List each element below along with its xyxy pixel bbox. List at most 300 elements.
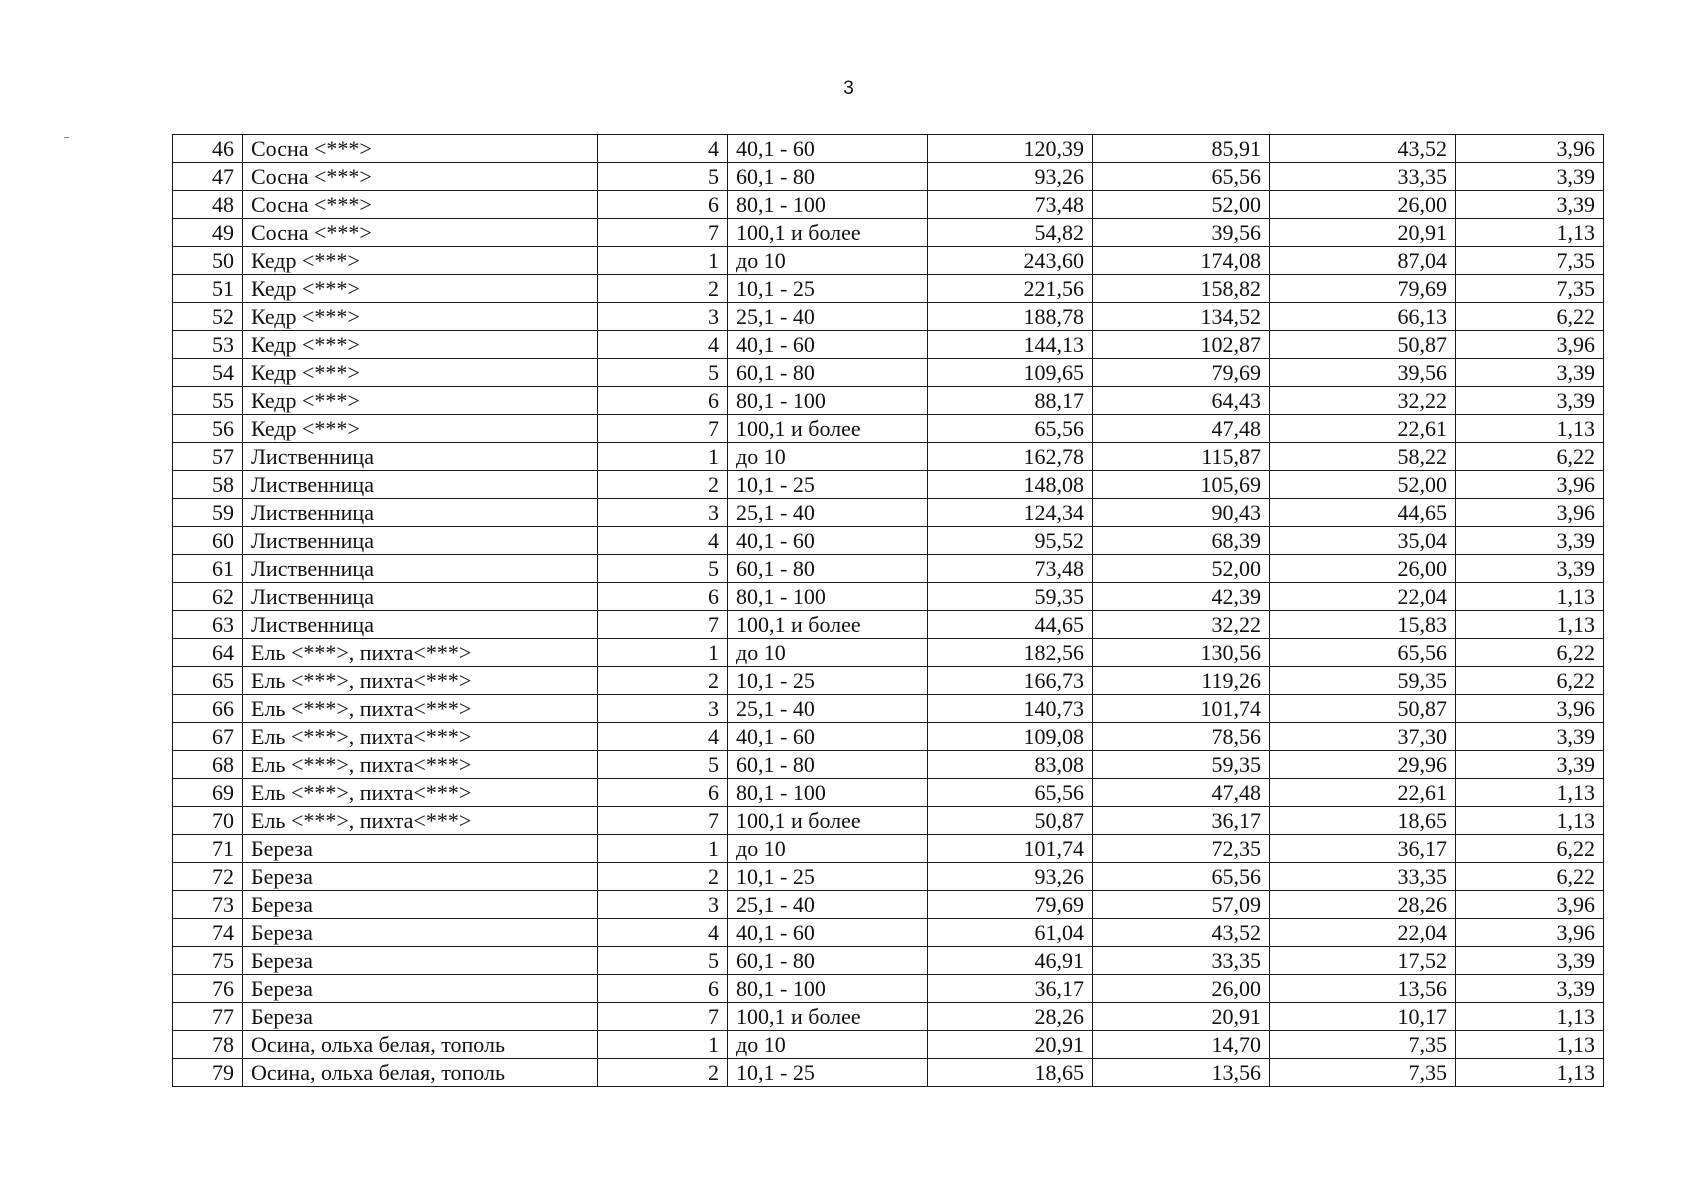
value-2-cell: 115,87 [1093, 443, 1270, 471]
value-4-cell: 1,13 [1456, 807, 1604, 835]
table-row [173, 135, 1604, 163]
value-3-cell: 58,22 [1270, 443, 1456, 471]
value-2-cell: 78,56 [1093, 723, 1270, 751]
species-cell: Ель <***>, пихта<***> [243, 667, 598, 695]
row-number-cell: 72 [173, 863, 243, 891]
table-row [173, 415, 1604, 443]
table-row [173, 163, 1604, 191]
species-cell: Лиственница [243, 499, 598, 527]
value-3-cell: 17,52 [1270, 947, 1456, 975]
value-2-cell: 57,09 [1093, 891, 1270, 919]
value-4-cell: 1,13 [1456, 415, 1604, 443]
table-row [173, 303, 1604, 331]
value-3-cell: 33,35 [1270, 163, 1456, 191]
row-number-cell: 67 [173, 723, 243, 751]
value-3-cell: 50,87 [1270, 695, 1456, 723]
diameter-cell: 10,1 - 25 [728, 471, 928, 499]
value-1-cell: 93,26 [928, 863, 1093, 891]
value-3-cell: 44,65 [1270, 499, 1456, 527]
value-3-cell: 32,22 [1270, 387, 1456, 415]
value-3-cell: 13,56 [1270, 975, 1456, 1003]
species-cell: Сосна <***> [243, 191, 598, 219]
value-4-cell: 1,13 [1456, 611, 1604, 639]
table-row [173, 1059, 1604, 1087]
value-4-cell: 3,39 [1456, 947, 1604, 975]
table-body [173, 135, 1604, 1087]
table-row [173, 555, 1604, 583]
diameter-cell: до 10 [728, 247, 928, 275]
row-number-cell: 73 [173, 891, 243, 919]
species-cell: Кедр <***> [243, 247, 598, 275]
value-1-cell: 188,78 [928, 303, 1093, 331]
value-1-cell: 140,73 [928, 695, 1093, 723]
diameter-cell: 40,1 - 60 [728, 723, 928, 751]
table-row [173, 891, 1604, 919]
value-4-cell: 3,39 [1456, 555, 1604, 583]
class-cell: 7 [598, 219, 728, 247]
value-2-cell: 32,22 [1093, 611, 1270, 639]
row-number-cell: 74 [173, 919, 243, 947]
value-1-cell: 73,48 [928, 191, 1093, 219]
row-number-cell: 49 [173, 219, 243, 247]
class-cell: 1 [598, 1031, 728, 1059]
species-cell: Лиственница [243, 583, 598, 611]
value-4-cell: 3,39 [1456, 723, 1604, 751]
table-row [173, 1031, 1604, 1059]
value-3-cell: 35,04 [1270, 527, 1456, 555]
value-3-cell: 7,35 [1270, 1031, 1456, 1059]
class-cell: 2 [598, 471, 728, 499]
diameter-cell: 60,1 - 80 [728, 163, 928, 191]
diameter-cell: 80,1 - 100 [728, 583, 928, 611]
value-4-cell: 6,22 [1456, 443, 1604, 471]
value-4-cell: 3,39 [1456, 751, 1604, 779]
value-4-cell: 3,96 [1456, 135, 1604, 163]
value-1-cell: 221,56 [928, 275, 1093, 303]
row-number-cell: 78 [173, 1031, 243, 1059]
class-cell: 3 [598, 891, 728, 919]
value-2-cell: 101,74 [1093, 695, 1270, 723]
value-2-cell: 79,69 [1093, 359, 1270, 387]
diameter-cell: 25,1 - 40 [728, 303, 928, 331]
diameter-cell: 25,1 - 40 [728, 891, 928, 919]
class-cell: 5 [598, 947, 728, 975]
class-cell: 2 [598, 1059, 728, 1087]
class-cell: 3 [598, 499, 728, 527]
class-cell: 4 [598, 919, 728, 947]
value-3-cell: 87,04 [1270, 247, 1456, 275]
value-4-cell: 3,39 [1456, 975, 1604, 1003]
value-1-cell: 36,17 [928, 975, 1093, 1003]
class-cell: 7 [598, 1003, 728, 1031]
species-cell: Лиственница [243, 527, 598, 555]
value-4-cell: 6,22 [1456, 863, 1604, 891]
value-2-cell: 33,35 [1093, 947, 1270, 975]
species-cell: Береза [243, 919, 598, 947]
table-row [173, 835, 1604, 863]
value-4-cell: 1,13 [1456, 1003, 1604, 1031]
species-cell: Ель <***>, пихта<***> [243, 779, 598, 807]
row-number-cell: 70 [173, 807, 243, 835]
species-cell: Сосна <***> [243, 135, 598, 163]
species-cell: Кедр <***> [243, 359, 598, 387]
value-1-cell: 83,08 [928, 751, 1093, 779]
value-3-cell: 22,04 [1270, 919, 1456, 947]
value-2-cell: 14,70 [1093, 1031, 1270, 1059]
diameter-cell: 25,1 - 40 [728, 695, 928, 723]
scan-mark [64, 137, 69, 138]
value-2-cell: 174,08 [1093, 247, 1270, 275]
diameter-cell: 10,1 - 25 [728, 667, 928, 695]
value-4-cell: 1,13 [1456, 219, 1604, 247]
row-number-cell: 48 [173, 191, 243, 219]
value-2-cell: 13,56 [1093, 1059, 1270, 1087]
diameter-cell: 80,1 - 100 [728, 191, 928, 219]
table-row [173, 751, 1604, 779]
class-cell: 5 [598, 359, 728, 387]
class-cell: 6 [598, 975, 728, 1003]
value-1-cell: 79,69 [928, 891, 1093, 919]
species-cell: Кедр <***> [243, 303, 598, 331]
species-cell: Сосна <***> [243, 163, 598, 191]
value-1-cell: 243,60 [928, 247, 1093, 275]
value-3-cell: 50,87 [1270, 331, 1456, 359]
diameter-cell: 10,1 - 25 [728, 1059, 928, 1087]
row-number-cell: 55 [173, 387, 243, 415]
table-row [173, 583, 1604, 611]
value-3-cell: 18,65 [1270, 807, 1456, 835]
diameter-cell: 100,1 и более [728, 611, 928, 639]
species-cell: Лиственница [243, 611, 598, 639]
diameter-cell: 60,1 - 80 [728, 751, 928, 779]
diameter-cell: до 10 [728, 639, 928, 667]
value-2-cell: 52,00 [1093, 191, 1270, 219]
species-cell: Береза [243, 975, 598, 1003]
row-number-cell: 56 [173, 415, 243, 443]
diameter-cell: 100,1 и более [728, 1003, 928, 1031]
value-3-cell: 39,56 [1270, 359, 1456, 387]
row-number-cell: 69 [173, 779, 243, 807]
species-cell: Ель <***>, пихта<***> [243, 723, 598, 751]
species-cell: Ель <***>, пихта<***> [243, 807, 598, 835]
value-1-cell: 44,65 [928, 611, 1093, 639]
species-cell: Кедр <***> [243, 275, 598, 303]
row-number-cell: 71 [173, 835, 243, 863]
class-cell: 6 [598, 191, 728, 219]
value-3-cell: 65,56 [1270, 639, 1456, 667]
table-row [173, 331, 1604, 359]
class-cell: 5 [598, 555, 728, 583]
value-1-cell: 101,74 [928, 835, 1093, 863]
species-cell: Береза [243, 835, 598, 863]
value-2-cell: 119,26 [1093, 667, 1270, 695]
diameter-cell: 80,1 - 100 [728, 387, 928, 415]
diameter-cell: 60,1 - 80 [728, 555, 928, 583]
class-cell: 2 [598, 275, 728, 303]
value-4-cell: 3,39 [1456, 191, 1604, 219]
value-1-cell: 59,35 [928, 583, 1093, 611]
diameter-cell: 100,1 и более [728, 219, 928, 247]
table-row [173, 863, 1604, 891]
value-2-cell: 59,35 [1093, 751, 1270, 779]
value-3-cell: 26,00 [1270, 191, 1456, 219]
row-number-cell: 50 [173, 247, 243, 275]
value-1-cell: 18,65 [928, 1059, 1093, 1087]
value-2-cell: 43,52 [1093, 919, 1270, 947]
value-1-cell: 50,87 [928, 807, 1093, 835]
species-cell: Ель <***>, пихта<***> [243, 751, 598, 779]
value-4-cell: 3,96 [1456, 331, 1604, 359]
value-2-cell: 65,56 [1093, 163, 1270, 191]
value-4-cell: 1,13 [1456, 583, 1604, 611]
value-2-cell: 52,00 [1093, 555, 1270, 583]
row-number-cell: 53 [173, 331, 243, 359]
value-3-cell: 36,17 [1270, 835, 1456, 863]
diameter-cell: 40,1 - 60 [728, 135, 928, 163]
value-2-cell: 102,87 [1093, 331, 1270, 359]
table-row [173, 359, 1604, 387]
table-row [173, 247, 1604, 275]
species-cell: Сосна <***> [243, 219, 598, 247]
value-3-cell: 22,04 [1270, 583, 1456, 611]
diameter-cell: 60,1 - 80 [728, 359, 928, 387]
class-cell: 1 [598, 247, 728, 275]
value-4-cell: 3,39 [1456, 359, 1604, 387]
class-cell: 4 [598, 527, 728, 555]
row-number-cell: 47 [173, 163, 243, 191]
value-1-cell: 28,26 [928, 1003, 1093, 1031]
diameter-cell: 25,1 - 40 [728, 499, 928, 527]
value-2-cell: 20,91 [1093, 1003, 1270, 1031]
value-4-cell: 6,22 [1456, 835, 1604, 863]
value-3-cell: 37,30 [1270, 723, 1456, 751]
rates-table [172, 134, 1604, 1087]
value-1-cell: 166,73 [928, 667, 1093, 695]
table-row [173, 667, 1604, 695]
class-cell: 1 [598, 835, 728, 863]
value-1-cell: 54,82 [928, 219, 1093, 247]
table-row [173, 807, 1604, 835]
class-cell: 3 [598, 303, 728, 331]
value-2-cell: 64,43 [1093, 387, 1270, 415]
row-number-cell: 52 [173, 303, 243, 331]
class-cell: 7 [598, 415, 728, 443]
class-cell: 4 [598, 135, 728, 163]
diameter-cell: до 10 [728, 835, 928, 863]
value-1-cell: 182,56 [928, 639, 1093, 667]
diameter-cell: до 10 [728, 1031, 928, 1059]
table-row [173, 191, 1604, 219]
table-row [173, 275, 1604, 303]
table-row [173, 219, 1604, 247]
value-1-cell: 46,91 [928, 947, 1093, 975]
row-number-cell: 76 [173, 975, 243, 1003]
value-3-cell: 10,17 [1270, 1003, 1456, 1031]
table-row [173, 947, 1604, 975]
class-cell: 6 [598, 583, 728, 611]
row-number-cell: 66 [173, 695, 243, 723]
class-cell: 1 [598, 443, 728, 471]
value-4-cell: 3,39 [1456, 527, 1604, 555]
value-1-cell: 65,56 [928, 415, 1093, 443]
value-3-cell: 52,00 [1270, 471, 1456, 499]
diameter-cell: 100,1 и более [728, 807, 928, 835]
value-2-cell: 42,39 [1093, 583, 1270, 611]
row-number-cell: 61 [173, 555, 243, 583]
species-cell: Береза [243, 863, 598, 891]
species-cell: Кедр <***> [243, 331, 598, 359]
table-row [173, 1003, 1604, 1031]
species-cell: Ель <***>, пихта<***> [243, 639, 598, 667]
value-2-cell: 134,52 [1093, 303, 1270, 331]
value-3-cell: 59,35 [1270, 667, 1456, 695]
species-cell: Лиственница [243, 555, 598, 583]
species-cell: Осина, ольха белая, тополь [243, 1059, 598, 1087]
value-4-cell: 3,96 [1456, 695, 1604, 723]
class-cell: 3 [598, 695, 728, 723]
species-cell: Лиственница [243, 471, 598, 499]
class-cell: 5 [598, 163, 728, 191]
value-1-cell: 61,04 [928, 919, 1093, 947]
diameter-cell: 80,1 - 100 [728, 975, 928, 1003]
row-number-cell: 75 [173, 947, 243, 975]
row-number-cell: 51 [173, 275, 243, 303]
value-4-cell: 6,22 [1456, 667, 1604, 695]
species-cell: Осина, ольха белая, тополь [243, 1031, 598, 1059]
value-2-cell: 47,48 [1093, 779, 1270, 807]
value-2-cell: 26,00 [1093, 975, 1270, 1003]
class-cell: 6 [598, 387, 728, 415]
value-4-cell: 1,13 [1456, 1031, 1604, 1059]
class-cell: 4 [598, 723, 728, 751]
value-1-cell: 73,48 [928, 555, 1093, 583]
species-cell: Кедр <***> [243, 415, 598, 443]
table-row [173, 779, 1604, 807]
table-row [173, 471, 1604, 499]
value-1-cell: 124,34 [928, 499, 1093, 527]
value-4-cell: 7,35 [1456, 275, 1604, 303]
class-cell: 1 [598, 639, 728, 667]
value-1-cell: 109,08 [928, 723, 1093, 751]
row-number-cell: 64 [173, 639, 243, 667]
diameter-cell: 10,1 - 25 [728, 863, 928, 891]
value-4-cell: 3,96 [1456, 499, 1604, 527]
table-row [173, 387, 1604, 415]
species-cell: Кедр <***> [243, 387, 598, 415]
value-1-cell: 95,52 [928, 527, 1093, 555]
value-4-cell: 3,96 [1456, 891, 1604, 919]
class-cell: 4 [598, 331, 728, 359]
value-1-cell: 65,56 [928, 779, 1093, 807]
row-number-cell: 46 [173, 135, 243, 163]
value-2-cell: 36,17 [1093, 807, 1270, 835]
page-number: 3 [843, 78, 854, 99]
value-3-cell: 79,69 [1270, 275, 1456, 303]
value-2-cell: 130,56 [1093, 639, 1270, 667]
class-cell: 5 [598, 751, 728, 779]
value-3-cell: 29,96 [1270, 751, 1456, 779]
table-row [173, 695, 1604, 723]
species-cell: Ель <***>, пихта<***> [243, 695, 598, 723]
diameter-cell: 40,1 - 60 [728, 331, 928, 359]
row-number-cell: 65 [173, 667, 243, 695]
value-3-cell: 15,83 [1270, 611, 1456, 639]
value-3-cell: 43,52 [1270, 135, 1456, 163]
value-4-cell: 3,39 [1456, 387, 1604, 415]
diameter-cell: 100,1 и более [728, 415, 928, 443]
diameter-cell: 40,1 - 60 [728, 919, 928, 947]
species-cell: Лиственница [243, 443, 598, 471]
value-4-cell: 1,13 [1456, 1059, 1604, 1087]
row-number-cell: 79 [173, 1059, 243, 1087]
value-1-cell: 93,26 [928, 163, 1093, 191]
value-1-cell: 109,65 [928, 359, 1093, 387]
species-cell: Береза [243, 1003, 598, 1031]
value-2-cell: 105,69 [1093, 471, 1270, 499]
diameter-cell: 40,1 - 60 [728, 527, 928, 555]
table-row [173, 527, 1604, 555]
diameter-cell: до 10 [728, 443, 928, 471]
value-2-cell: 47,48 [1093, 415, 1270, 443]
row-number-cell: 58 [173, 471, 243, 499]
value-2-cell: 72,35 [1093, 835, 1270, 863]
value-4-cell: 6,22 [1456, 303, 1604, 331]
value-3-cell: 26,00 [1270, 555, 1456, 583]
species-cell: Береза [243, 947, 598, 975]
table-row [173, 611, 1604, 639]
row-number-cell: 57 [173, 443, 243, 471]
value-4-cell: 3,39 [1456, 163, 1604, 191]
row-number-cell: 68 [173, 751, 243, 779]
value-1-cell: 148,08 [928, 471, 1093, 499]
row-number-cell: 62 [173, 583, 243, 611]
value-3-cell: 28,26 [1270, 891, 1456, 919]
value-2-cell: 65,56 [1093, 863, 1270, 891]
value-1-cell: 162,78 [928, 443, 1093, 471]
row-number-cell: 60 [173, 527, 243, 555]
table-row [173, 975, 1604, 1003]
table-row [173, 443, 1604, 471]
value-4-cell: 7,35 [1456, 247, 1604, 275]
diameter-cell: 60,1 - 80 [728, 947, 928, 975]
class-cell: 6 [598, 779, 728, 807]
species-cell: Береза [243, 891, 598, 919]
value-4-cell: 3,96 [1456, 919, 1604, 947]
value-2-cell: 85,91 [1093, 135, 1270, 163]
table-row [173, 919, 1604, 947]
row-number-cell: 54 [173, 359, 243, 387]
table-row [173, 499, 1604, 527]
row-number-cell: 63 [173, 611, 243, 639]
row-number-cell: 77 [173, 1003, 243, 1031]
value-3-cell: 22,61 [1270, 779, 1456, 807]
value-4-cell: 3,96 [1456, 471, 1604, 499]
value-2-cell: 39,56 [1093, 219, 1270, 247]
value-1-cell: 144,13 [928, 331, 1093, 359]
diameter-cell: 80,1 - 100 [728, 779, 928, 807]
value-4-cell: 6,22 [1456, 639, 1604, 667]
diameter-cell: 10,1 - 25 [728, 275, 928, 303]
table-row [173, 639, 1604, 667]
value-2-cell: 158,82 [1093, 275, 1270, 303]
value-3-cell: 22,61 [1270, 415, 1456, 443]
value-3-cell: 66,13 [1270, 303, 1456, 331]
table-row [173, 723, 1604, 751]
class-cell: 2 [598, 863, 728, 891]
value-3-cell: 20,91 [1270, 219, 1456, 247]
value-3-cell: 7,35 [1270, 1059, 1456, 1087]
class-cell: 7 [598, 611, 728, 639]
